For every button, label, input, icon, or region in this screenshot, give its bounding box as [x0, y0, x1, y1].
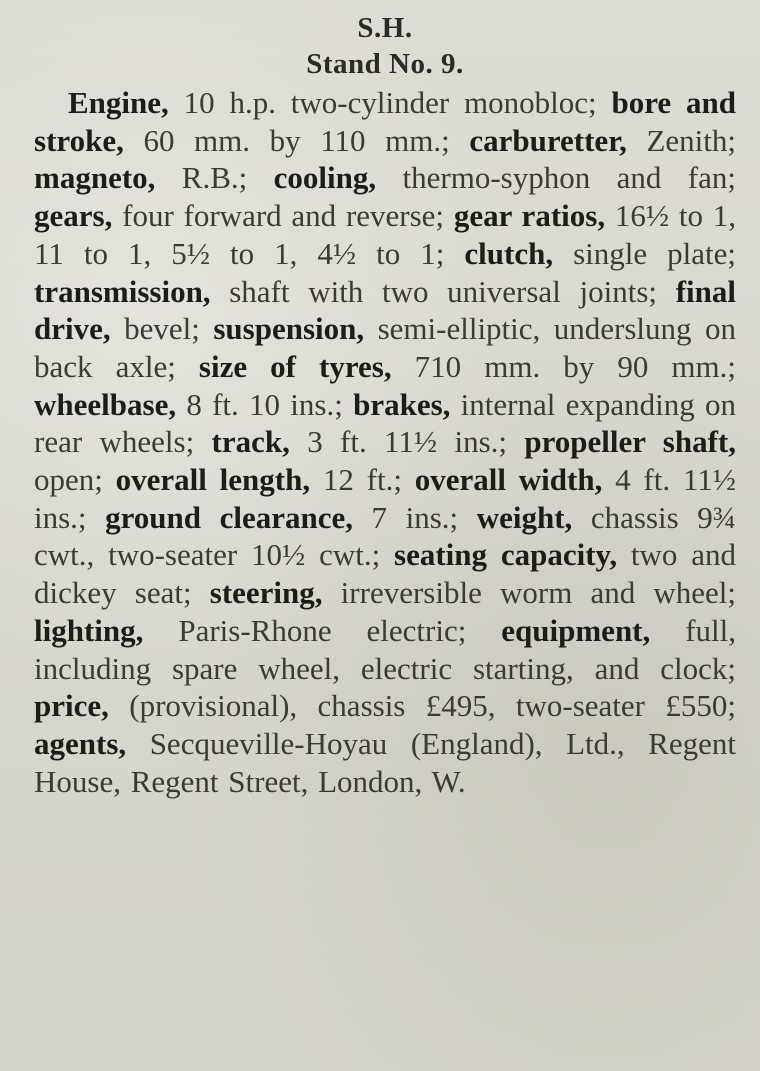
spec-value: internal expanding on rear wheels; [34, 386, 737, 460]
spec-value: 60 mm. by 110 mm.; [123, 122, 470, 158]
spec-value: 10 h.p. two-cylinder monobloc; [168, 85, 612, 120]
spec-value: two and dickey seat; [34, 537, 736, 611]
maker-heading: S.H. [357, 12, 413, 44]
spec-value: irreversible worm and wheel; [322, 575, 736, 611]
spec-label: clutch, [464, 235, 554, 271]
spec-value: full, including spare wheel, electric starting, and clock; [34, 612, 736, 686]
spec-label: overall width, [414, 462, 603, 498]
spec-label: final drive, [34, 273, 736, 347]
spec-label: bore and stroke, [34, 85, 736, 158]
spec-label: suspension, [213, 311, 365, 347]
spec-label: cooling, [273, 160, 377, 196]
spec-label: price, [34, 688, 109, 724]
spec-label: magneto, [34, 160, 156, 196]
spec-value: four forward and reverse; [112, 198, 454, 234]
spec-value: (provisional), chassis £495, two-seater £550; [108, 688, 736, 724]
spec-value: Secqueville-Hoyau (England), Ltd., Regent House, Regent Street, London, W. [34, 725, 736, 799]
spec-label: size of tyres, [198, 348, 392, 384]
spec-label: gears, [34, 198, 113, 234]
spec-label: carburetter, [469, 122, 627, 158]
spec-value: chassis 9¾ cwt., two-seater 10½ cwt.; [34, 499, 737, 573]
stand-heading: Stand No. 9. [306, 48, 464, 80]
spec-label: lighting, [34, 612, 144, 648]
spec-label: steering, [209, 575, 323, 611]
spec-value: semi-elliptic, underslung on back axle; [34, 311, 736, 384]
spec-value: 710 mm. by 90 mm.; [391, 348, 736, 384]
spec-value: single plate; [553, 235, 737, 271]
spec-label: wheelbase, [34, 386, 177, 422]
spec-label: transmission, [34, 273, 211, 309]
spec-label: ground clearance, [105, 499, 353, 535]
spec-value: Zenith; [626, 122, 736, 158]
spec-value: 4 ft. 11½ ins.; [34, 462, 736, 535]
spec-label: equipment, [501, 612, 651, 648]
spec-label: overall length, [115, 462, 311, 498]
spec-value: bevel; [110, 311, 214, 347]
spec-value: 12 ft.; [310, 462, 415, 498]
spec-label: propeller shaft, [524, 424, 736, 460]
spec-value: 7 ins.; [353, 499, 477, 535]
spec-paragraph [34, 84, 736, 800]
spec-label: agents, [34, 725, 127, 761]
spec-value: thermo-syphon and fan; [376, 160, 736, 196]
spec-label: brakes, [353, 386, 451, 422]
spec-value: 3 ft. 11½ ins.; [289, 424, 525, 460]
spec-value: Paris-Rhone electric; [143, 612, 502, 648]
spec-label: track, [211, 424, 290, 460]
spec-value: open; [34, 462, 116, 498]
spec-value: R.B.; [155, 160, 274, 196]
spec-value: shaft with two universal joints; [210, 273, 676, 309]
spec-value: 8 ft. 10 ins.; [176, 386, 354, 422]
spec-label: weight, [476, 499, 573, 535]
spec-label: gear ratios, [453, 198, 606, 234]
spec-value: 16½ to 1, 11 to 1, 5½ to 1, 4½ to 1; [34, 198, 737, 271]
spec-label: seating capacity, [394, 537, 618, 573]
spec-label: Engine, [68, 85, 169, 120]
